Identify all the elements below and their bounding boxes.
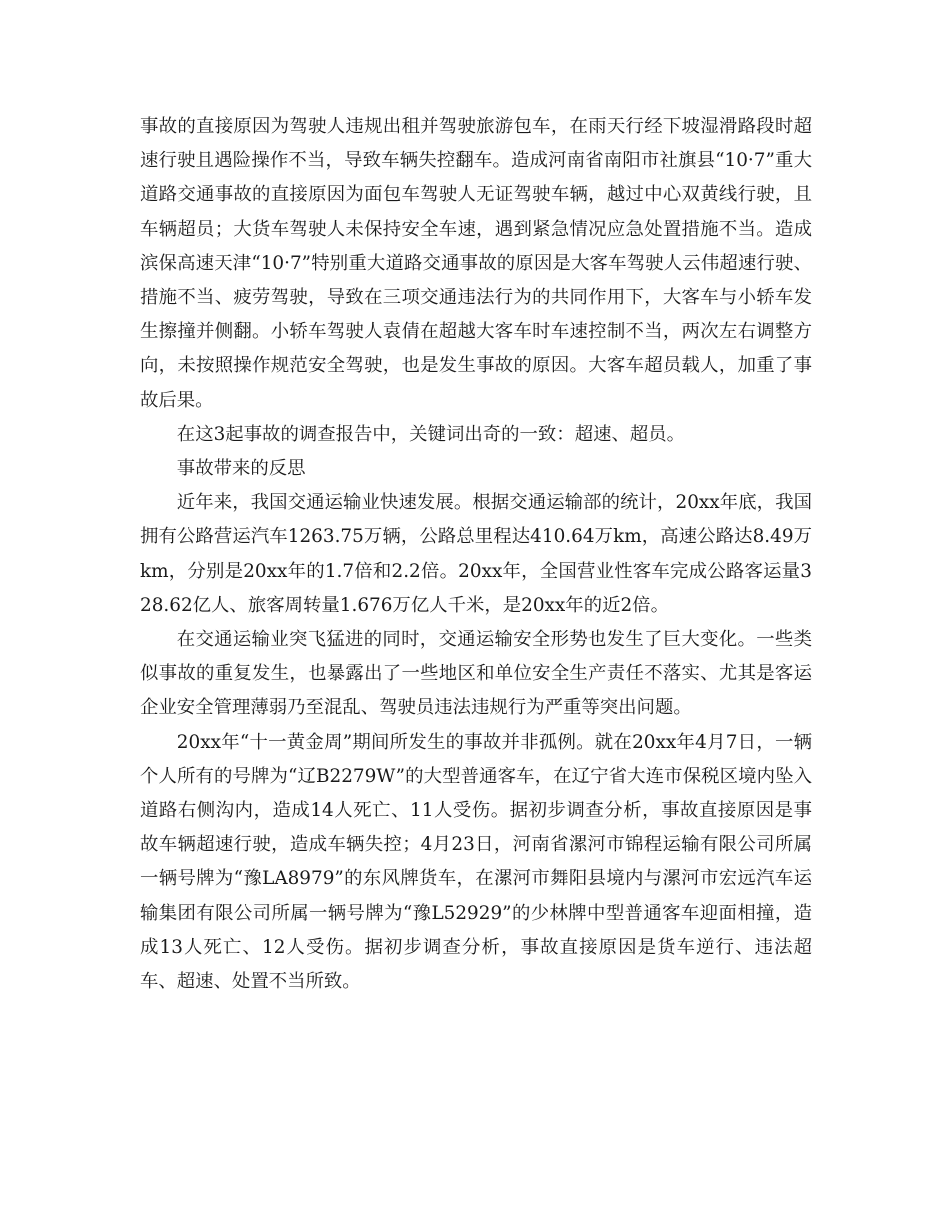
paragraph-accident-causes: 事故的直接原因为驾驶人违规出租并驾驶旅游包车，在雨天行经下坡湿滑路段时超速行驶且遇险操作不当，导致车辆失控翻车。造成河南省南阳市社旗县“10·7”重大道路交通事故的直接原因为面包车驾驶人无证驾驶车辆，越过中心双黄线行驶，且车辆超员；大货车驾驶人未保持安全车速，遇到紧急情况应急处置措施不当。造成滨保高速天津“10·7”特别重大道路交通事故的原因是大客车驾驶人云伟超速行驶、措施不当、疲劳驾驶，导致在三项交通违法行为的共同作用下，大客车与小轿车发生擦撞并侧翻。小轿车驾驶人袁倩在超越大客车时车速控制不当，两次左右调整方向，未按照操作规范安全驾驶，也是发生事故的原因。大客车超员载人，加重了事故后果。 [140, 116, 812, 411]
document-body [140, 110, 812, 999]
paragraph-keywords: 在这3起事故的调查报告中，关键词出奇的一致：超速、超员。 [176, 423, 686, 445]
paragraph-industry-statistics: 近年来，我国交通运输业快速发展。根据交通运输部的统计，20xx年底，我国拥有公路营运汽车1263.75万辆，公路总里程达410.64万km，高速公路达8.49万km，分别是20xx年的1.7倍和2.2倍。20xx年，全国营业性客车完成公路客运量328.62亿人、旅客周转量1.676万亿人千米，是20xx年的近2倍。 [140, 492, 812, 616]
paragraph-other-accidents: 20xx年“十一黄金周”期间所发生的事故并非孤例。就在20xx年4月7日，一辆个人所有的号牌为“辽B2279W”的大型普通客车，在辽宁省大连市保税区境内坠入道路右侧沟内，造成14人死亡、11人受伤。据初步调查分析，事故直接原因是事故车辆超速行驶，造成车辆失控；4月23日，河南省漯河市锦程运输有限公司所属一辆号牌为“豫LA8979”的东风牌货车，在漯河市舞阳县境内与漯河市宏远汽车运输集团有限公司所属一辆号牌为“豫L52929”的少林牌中型普通客车迎面相撞，造成13人死亡、12人受伤。据初步调查分析，事故直接原因是货车逆行、违法超车、超速、处置不当所致。 [140, 731, 812, 993]
section-heading-reflection: 事故带来的反思 [176, 458, 306, 480]
paragraph-safety-situation: 在交通运输业突飞猛进的同时，交通运输安全形势也发生了巨大变化。一些类似事故的重复发生，也暴露出了一些地区和单位安全生产责任不落实、尤其是客运企业安全管理薄弱乃至混乱、驾驶员违法违规行为严重等突出问题。 [140, 629, 812, 719]
